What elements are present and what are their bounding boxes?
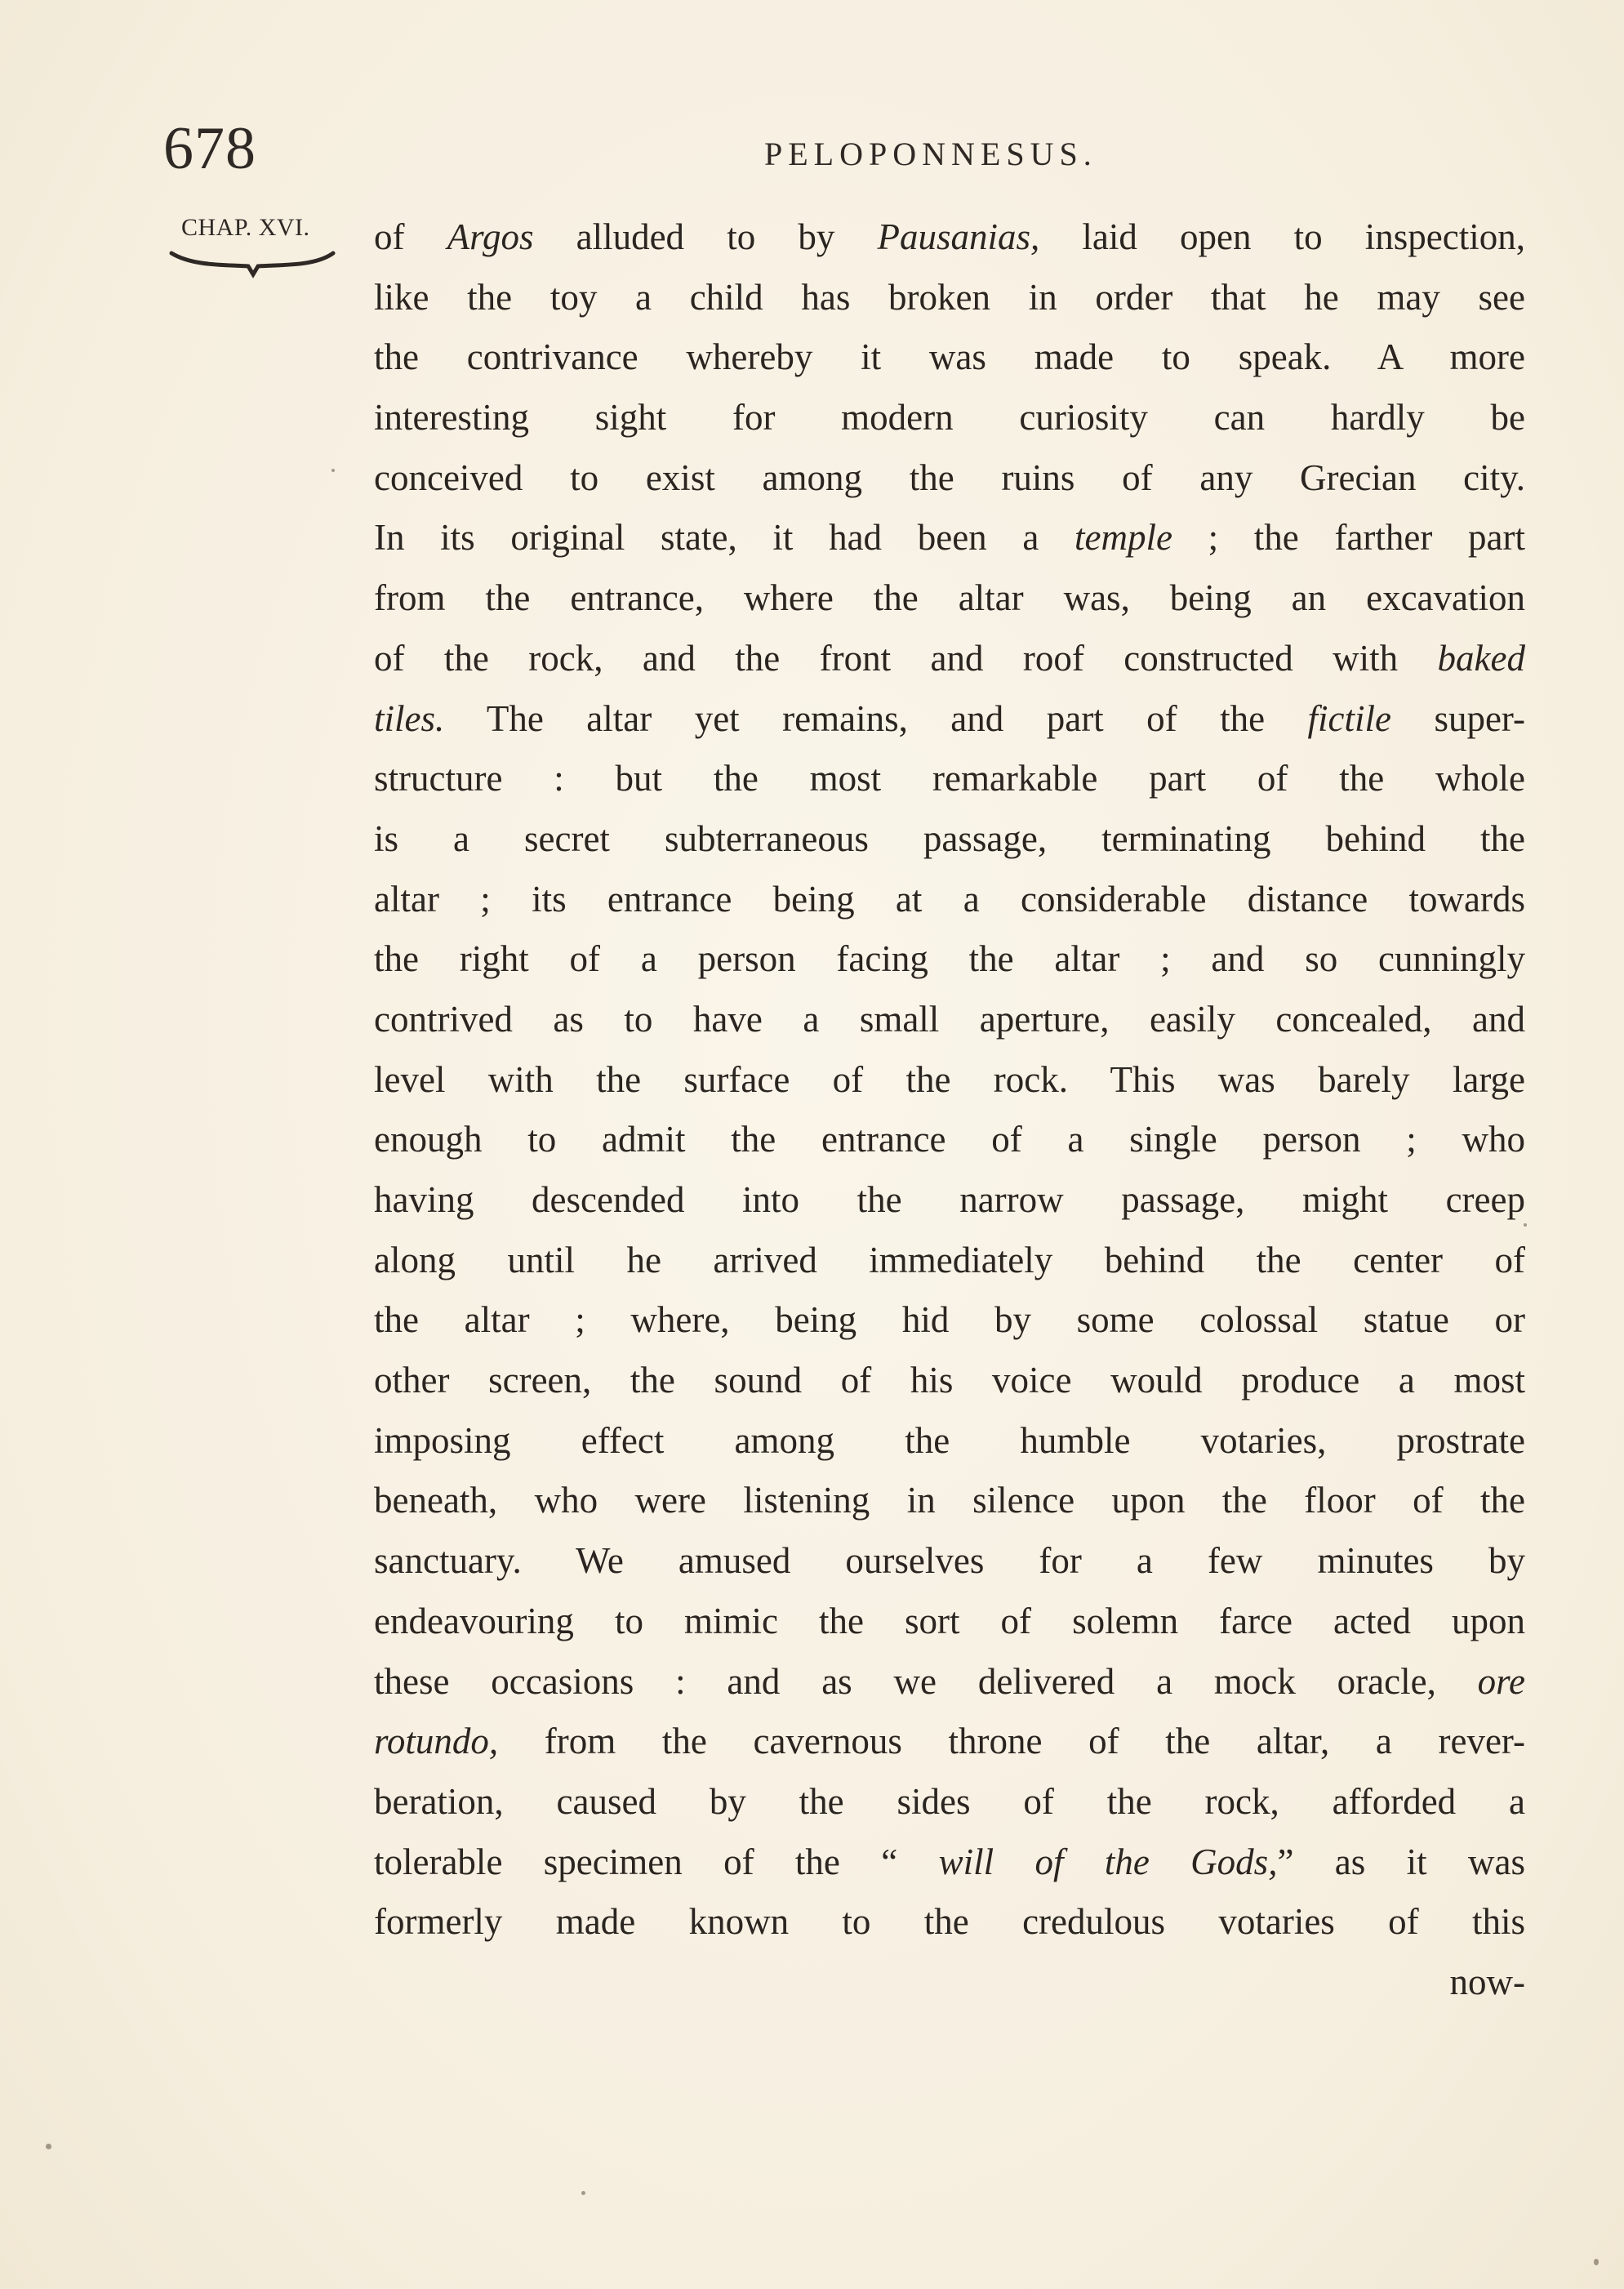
text-line [374,508,1525,568]
text-line [374,1953,1525,2013]
text-line [374,870,1525,930]
paper-speck [46,2144,51,2149]
text-run: is a secret subterraneous passage, terminating behind the [374,817,1525,859]
text-run: from the cavernous throne of the altar, a rever- [498,1721,1525,1762]
text-line [374,1110,1525,1170]
italic-text: will of the Gods, [938,1841,1278,1882]
paper-speck [581,2191,585,2195]
text-run: these occasions : and as we delivered a mock oracle, [374,1660,1478,1702]
chapter-label: CHAP. XVI. [181,214,310,241]
italic-text: Argos [447,216,534,257]
text-line [374,1170,1525,1231]
text-run: along until he arrived immediately behind the center of [374,1239,1525,1280]
running-head: PELOPONNESUS. [764,136,1097,172]
text-line [374,1050,1525,1111]
italic-text: Pausanias, [877,216,1040,257]
text-run: the right of a person facing the altar ; and so cunningly [374,938,1525,980]
text-line [374,1290,1525,1351]
text-line [374,207,1525,268]
italic-text: fictile [1307,697,1391,739]
text-run: beration, caused by the sides of the rock, afforded a [374,1780,1525,1822]
text-run: beneath, who were listening in silence upon the floor of the [374,1480,1525,1521]
text-run: sanctuary. We amused ourselves for a few minutes by [374,1540,1525,1582]
text-run: of [374,216,447,257]
text-run: of the rock, and the front and roof constructed with [374,637,1438,679]
text-line [374,1772,1525,1833]
text-run: conceived to exist among the ruins of any Grecian city. [374,456,1525,498]
page-number: 678 [163,115,256,182]
italic-text: ore [1477,1660,1525,1702]
text-run: structure : but the most remarkable part of the whole [374,758,1525,799]
text-line [374,629,1525,689]
text-line [374,388,1525,448]
chapter-brace-ornament [168,247,336,279]
text-run: imposing effect among the humble votaries, prostrate [374,1419,1525,1461]
italic-text: tiles. [374,697,445,739]
text-run: the contrivance whereby it was made to speak. A more [374,336,1525,378]
text-run: level with the surface of the rock. This was barely large [374,1058,1525,1100]
text-line [374,1231,1525,1291]
text-line [374,568,1525,629]
paper-speck [1594,2259,1599,2265]
text-line [374,1531,1525,1592]
text-line [374,1833,1525,1893]
text-run: enough to admit the entrance of a single person ; who [374,1119,1525,1160]
italic-text: temple [1075,517,1172,559]
text-run: interesting sight for modern curiosity can hardly be [374,397,1525,439]
text-run: from the entrance, where the altar was, being an excavation [374,577,1525,619]
text-run: In its original state, it had been a [374,517,1075,559]
text-line [374,1411,1525,1472]
text-line [374,1652,1525,1712]
text-line [374,990,1525,1050]
text-run: alluded to by [533,216,878,257]
italic-text: rotundo, [374,1721,499,1762]
text-line [374,1892,1525,1953]
text-line [374,1351,1525,1411]
text-line [374,1592,1525,1652]
text-line [374,268,1525,328]
text-line [374,749,1525,809]
text-run: ” as it was [1277,1841,1525,1882]
text-line [374,448,1525,509]
text-run: now- [1449,1961,1525,2002]
paper-speck [1524,1223,1527,1227]
text-run: like the toy a child has broken in order that he may see [374,276,1525,318]
text-run: super- [1390,697,1525,739]
text-run: altar ; its entrance being at a considerable distance towards [374,878,1525,920]
text-run: formerly made known to the credulous votaries of this [374,1901,1525,1943]
text-run: other screen, the sound of his voice would produce a most [374,1360,1525,1401]
text-run: endeavouring to mimic the sort of solemn farce acted upon [374,1600,1525,1641]
body-text [374,207,1525,2013]
text-run: tolerable specimen of the “ [374,1841,939,1882]
text-run: laid open to inspection, [1039,216,1525,257]
text-line [374,1712,1525,1772]
text-run: contrived as to have a small aperture, easily concealed, and [374,998,1525,1040]
text-line [374,929,1525,990]
text-line [374,327,1525,388]
paper-speck [331,469,335,472]
text-run: The altar yet remains, and part of the [444,697,1308,739]
text-run: the altar ; where, being hid by some colossal statue or [374,1299,1525,1341]
text-line [374,689,1525,750]
text-line [374,1471,1525,1531]
text-line [374,809,1525,870]
text-run: having descended into the narrow passage, might creep [374,1179,1525,1220]
italic-text: baked [1437,637,1525,679]
text-run: ; the farther part [1172,517,1525,559]
